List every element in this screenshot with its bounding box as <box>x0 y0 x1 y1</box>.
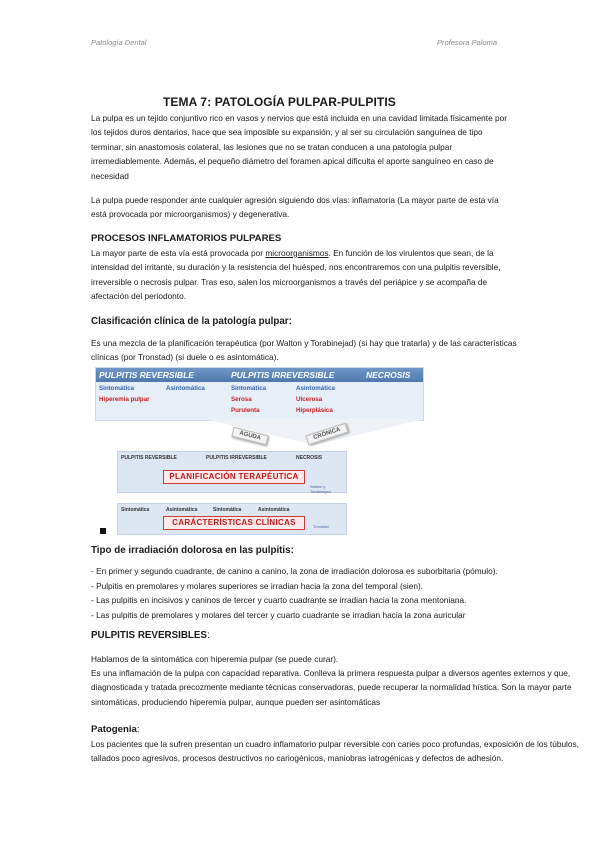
figure-caracteristicas-panel <box>117 503 347 535</box>
figure-cell: Asintomática <box>296 385 335 392</box>
reversibles-paragraph-2: Es una inflamación de la pulpa con capacidad reparativa. Conlleva la primera respuesta pulpar a diversos agentes externos y que, diagnosticada y tratada precozmente mediante técnicas conservadoras, puede recuperar la normalidad hística. Son la mayor parte sintomáticas, produciendo hiperemia pulpar, aunque pueden ser asintomáticas <box>91 668 572 707</box>
list-item: - En primer y segundo cuadrante, de canino a canino, la zona de irradiación dolorosa es suborbitaria (pómulo). <box>91 566 498 576</box>
figure-tag-cronica: CRÓNICA <box>305 423 348 445</box>
patogenia-paragraph: Los pacientes que la sufren presentan un cuadro inflamatorio pulpar reversible con caries poco profundas, exposición de los túbulos, tallados poco agresivos, procesos destructivos no cariogénicos, maniobras iatrogénicas y defectos de adhesión. <box>91 739 579 764</box>
list-item: - Las pulpitis de premolares y molares del tercer y cuarto cuadrante se irradian hacia la zona auricular <box>91 609 466 620</box>
figure-cell: Hiperplásica <box>296 407 333 414</box>
subheading-text: Patogenia <box>91 724 137 735</box>
heading-text: PULPITIS REVERSIBLES <box>91 630 207 641</box>
figure-band-caracteristicas: CARÁCTERÍSTICAS CLÍNICAS <box>163 516 305 530</box>
figure-cell: Asintomática <box>166 385 205 392</box>
figure-cell: Serosa <box>231 396 252 403</box>
figure-corner-mark <box>100 528 106 534</box>
intro-paragraph-1: La pulpa es un tejido conjuntivo rico en vasos y nervios que está incluida en una cavidad limitada físicamente por los tejidos duros dentarios, hace que sea imposible su expansión, y al ser su circulación sanguínea de tipo terminar, sin anastomosis colateral, las lesiones que no se tratan conducen a una patología pulpar irremediablemente. Además, el pequeño diámetro del foramen apical dificulta el aporte sanguíneo en caso de necesidad <box>91 113 508 181</box>
figure-band-planificacion: PLANIFICACIÓN TERAPÉUTICA <box>163 470 305 484</box>
figure-head-irreversible: PULPITIS IRREVERSIBLE <box>231 370 335 380</box>
figure-credit-tronstad: Tronstad <box>313 524 329 529</box>
section-heading-irradiacion: Tipo de irradiación dolorosa en las pulpitis: <box>91 545 294 556</box>
text-run: . En función de los virulentos que sean, de la intensidad del irritante, su duración y la resistencia del huésped, nos encontraremos con una pulpitis reversible, irreversible o necrosis pulpar. Tras eso, salen los microorganismos a través del periápice y se acompaña de afectación del periodonto. <box>91 248 501 302</box>
subheading-colon: : <box>136 724 140 735</box>
figure-cell: Sintomática <box>231 385 267 392</box>
section-paragraph-inflamatorios <box>91 246 511 304</box>
irradiation-list <box>91 564 591 622</box>
page-title: TEMA 7: PATOLOGÍA PULPAR-PULPITIS <box>163 95 396 109</box>
list-item: - Pulpitis en premolares y molares superiores se irradian hacia la zona del temporal (sien). <box>91 580 424 591</box>
intro-paragraph-2: La pulpa puede responder ante cualquier agresión siguiendo dos vías: inflamatoria (La mayor parte de esta vía está provocada por microorganismos) y degenerativa. <box>91 195 499 220</box>
subheading-patogenia <box>91 724 140 735</box>
figure-tag-aguda: AGUDA <box>231 427 268 445</box>
figure-cell: Ulcerosa <box>296 396 323 403</box>
microorganismos-link: microorganismos <box>265 248 329 258</box>
figure-mini-cell: Sintomática <box>213 507 242 513</box>
heading-colon: : <box>206 630 210 641</box>
figure-mini-cell: Asintomática <box>258 507 290 513</box>
figure-mini-head: PULPITIS IRREVERSIBLE <box>206 455 267 461</box>
figure-head-reversible: PULPITIS REVERSIBLE <box>99 370 194 380</box>
figure-cell: Hiperemia pulpar <box>99 396 150 403</box>
classification-table-figure <box>95 367 424 421</box>
figure-mini-head: NECROSIS <box>296 455 323 461</box>
section-paragraph-clasificacion: Es una mezcla de la planificación terapéutica (por Walton y Torabinejad) (si hay que tratarla) y de las características clínicas (por Tronstad) (si duele o es asintomática). <box>91 338 517 363</box>
figure-head-necrosis: NECROSIS <box>366 370 411 380</box>
list-item: - Las pulpitis en incisivos y caninos de tercer y cuarto cuadrante se irradian hacia la zona mentoniana. <box>91 595 467 605</box>
figure-credit-walton: Walton y Torabinejad <box>310 484 331 494</box>
section-heading-clasificacion: Clasificación clínica de la patología pulpar: <box>91 316 292 327</box>
text-run: La mayor parte de esta vía está provocada por <box>91 248 266 258</box>
figure-mini-cell: Asintomática <box>166 507 198 513</box>
section-heading-inflamatorios: PROCESOS INFLAMATORIOS PULPARES <box>91 233 282 244</box>
figure-cell: Purulenta <box>231 407 260 414</box>
header-left: Patología Dental <box>91 38 147 47</box>
figure-mini-head: PULPITIS REVERSIBLE <box>121 455 177 461</box>
header-right: Profesora Paloma <box>437 38 498 47</box>
figure-mini-cell: Sintomática <box>121 507 150 513</box>
figure-planificacion-panel <box>117 451 347 493</box>
reversibles-paragraph-1: Hablamos de la sintomática con hiperemia pulpar (se puede curar). <box>91 654 339 664</box>
figure-cell: Sintomática <box>99 385 135 392</box>
section-heading-reversibles <box>91 630 210 641</box>
